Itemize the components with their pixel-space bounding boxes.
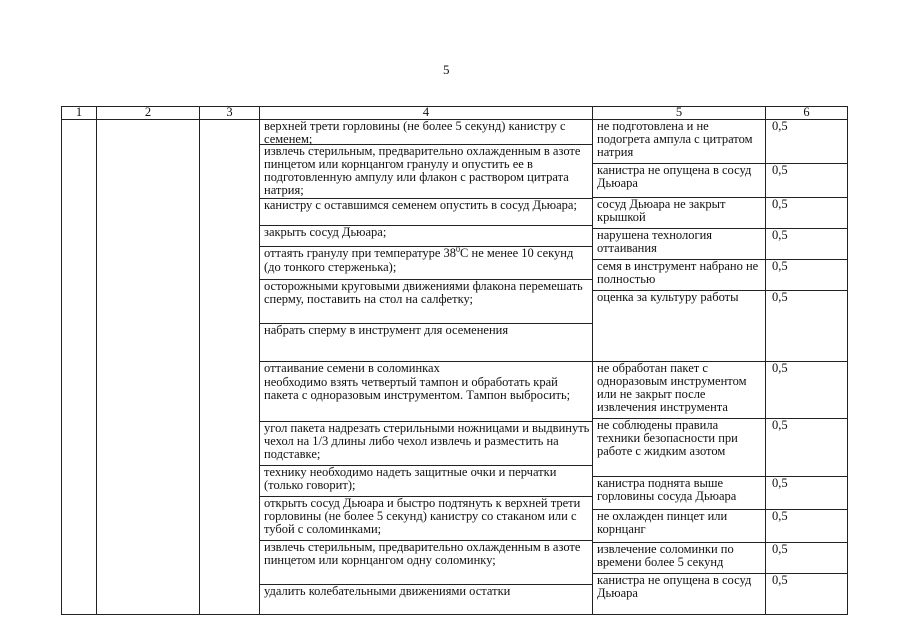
score-value: 0,5 xyxy=(772,361,788,375)
steps-cell-block2 xyxy=(260,362,593,615)
score-value: 0,5 xyxy=(766,197,847,228)
step-item: осторожными круговыми движениями флакона перемешать сперму, поставить на стол на салфетку; xyxy=(260,279,592,323)
header-col-5: 5 xyxy=(593,107,766,120)
error-item: оценка за культуру работы xyxy=(593,290,765,351)
scores-cell-block1 xyxy=(766,120,848,362)
error-item: не подготовлена и не подогрета ампула с цитратом натрия xyxy=(597,119,753,159)
step-item: извлечь стерильным, предварительно охлажденным в азоте пинцетом или корнцангом гранулу и опустить ее в подготовленную ампулу или флакон с раствором цитрата натрия; xyxy=(260,144,592,198)
header-col-1: 1 xyxy=(62,107,97,120)
error-item: извлечение соломинки по времени более 5 секунд xyxy=(593,542,765,573)
step-item: удалить колебательными движениями остатки xyxy=(260,584,592,599)
step-item: необходимо взять четвертый тампон и обработать край пакета с одноразовым инструментом. Тампон выбросить; xyxy=(264,375,571,402)
step-item: открыть сосуд Дьюара и быстро подтянуть к верхней трети горловины (не более 5 секунд) канистру со стаканом или с тубой с соломинками; xyxy=(260,496,592,540)
assessment-table xyxy=(61,106,848,615)
step-item: канистру с оставшимся семенем опустить в сосуд Дьюара; xyxy=(260,198,592,225)
header-col-2: 2 xyxy=(97,107,200,120)
error-item: канистра поднята выше горловины сосуда Дьюара xyxy=(593,476,765,509)
step-item: закрыть сосуд Дьюара; xyxy=(260,225,592,246)
score-value: 0,5 xyxy=(766,476,847,509)
score-value: 0,5 xyxy=(766,228,847,259)
error-item: семя в инструмент набрано не полностью xyxy=(593,259,765,290)
header-col-6: 6 xyxy=(766,107,848,120)
step-item: оттаивание семени в соломинках xyxy=(264,361,440,375)
error-item: не охлажден пинцет или корнцанг xyxy=(593,509,765,542)
step-text-part: оттаять гранулу при температуре 38 xyxy=(264,246,457,260)
cell-col-2 xyxy=(97,120,200,615)
page-number: 5 xyxy=(443,62,450,77)
step-item: набрать сперму в инструмент для осеменения xyxy=(260,323,592,338)
step-item: технику необходимо надеть защитные очки и перчатки (только говорит); xyxy=(260,465,592,496)
score-value: 0,5 xyxy=(766,573,847,606)
score-value: 0,5 xyxy=(772,119,788,133)
cell-col-3 xyxy=(200,120,260,615)
score-value: 0,5 xyxy=(766,259,847,290)
error-item: канистра не опущена в сосуд Дьюара xyxy=(593,163,765,197)
cell-col-1 xyxy=(62,120,97,615)
degree-superscript: 0 xyxy=(456,245,461,254)
score-value: 0,5 xyxy=(766,290,847,351)
step-item: угол пакета надрезать стерильными ножницами и выдвинуть чехол на 1/3 длины либо чехол извлечь и разместить на подставке; xyxy=(260,421,592,465)
errors-cell-block1 xyxy=(593,120,766,362)
step-text-part: С не менее 10 секунд (до тонкого стерженька); xyxy=(264,246,574,274)
header-col-4: 4 xyxy=(260,107,593,120)
error-item: канистра не опущена в сосуд Дьюара xyxy=(593,573,765,606)
scores-cell-block2 xyxy=(766,362,848,615)
error-item: не обработан пакет с одноразовым инструментом или не закрыт после извлечения инструмента xyxy=(597,361,747,414)
errors-cell-block2 xyxy=(593,362,766,615)
score-value: 0,5 xyxy=(766,163,847,197)
steps-cell-block1 xyxy=(260,120,593,362)
table-row xyxy=(62,120,848,362)
step-item: верхней трети горловины (не более 5 секунд) канистру с семенем; xyxy=(264,119,566,146)
header-col-3: 3 xyxy=(200,107,260,120)
step-item: извлечь стерильным, предварительно охлажденным в азоте пинцетом или корнцангом одну соломинку; xyxy=(260,540,592,584)
score-value: 0,5 xyxy=(766,418,847,476)
score-value: 0,5 xyxy=(766,509,847,542)
step-item xyxy=(260,246,592,279)
error-item: нарушена технология оттаивания xyxy=(593,228,765,259)
error-item: сосуд Дьюара не закрыт крышкой xyxy=(593,197,765,228)
score-value: 0,5 xyxy=(766,542,847,573)
error-item: не соблюдены правила техники безопасности при работе с жидким азотом xyxy=(593,418,765,476)
header-row xyxy=(62,107,848,120)
